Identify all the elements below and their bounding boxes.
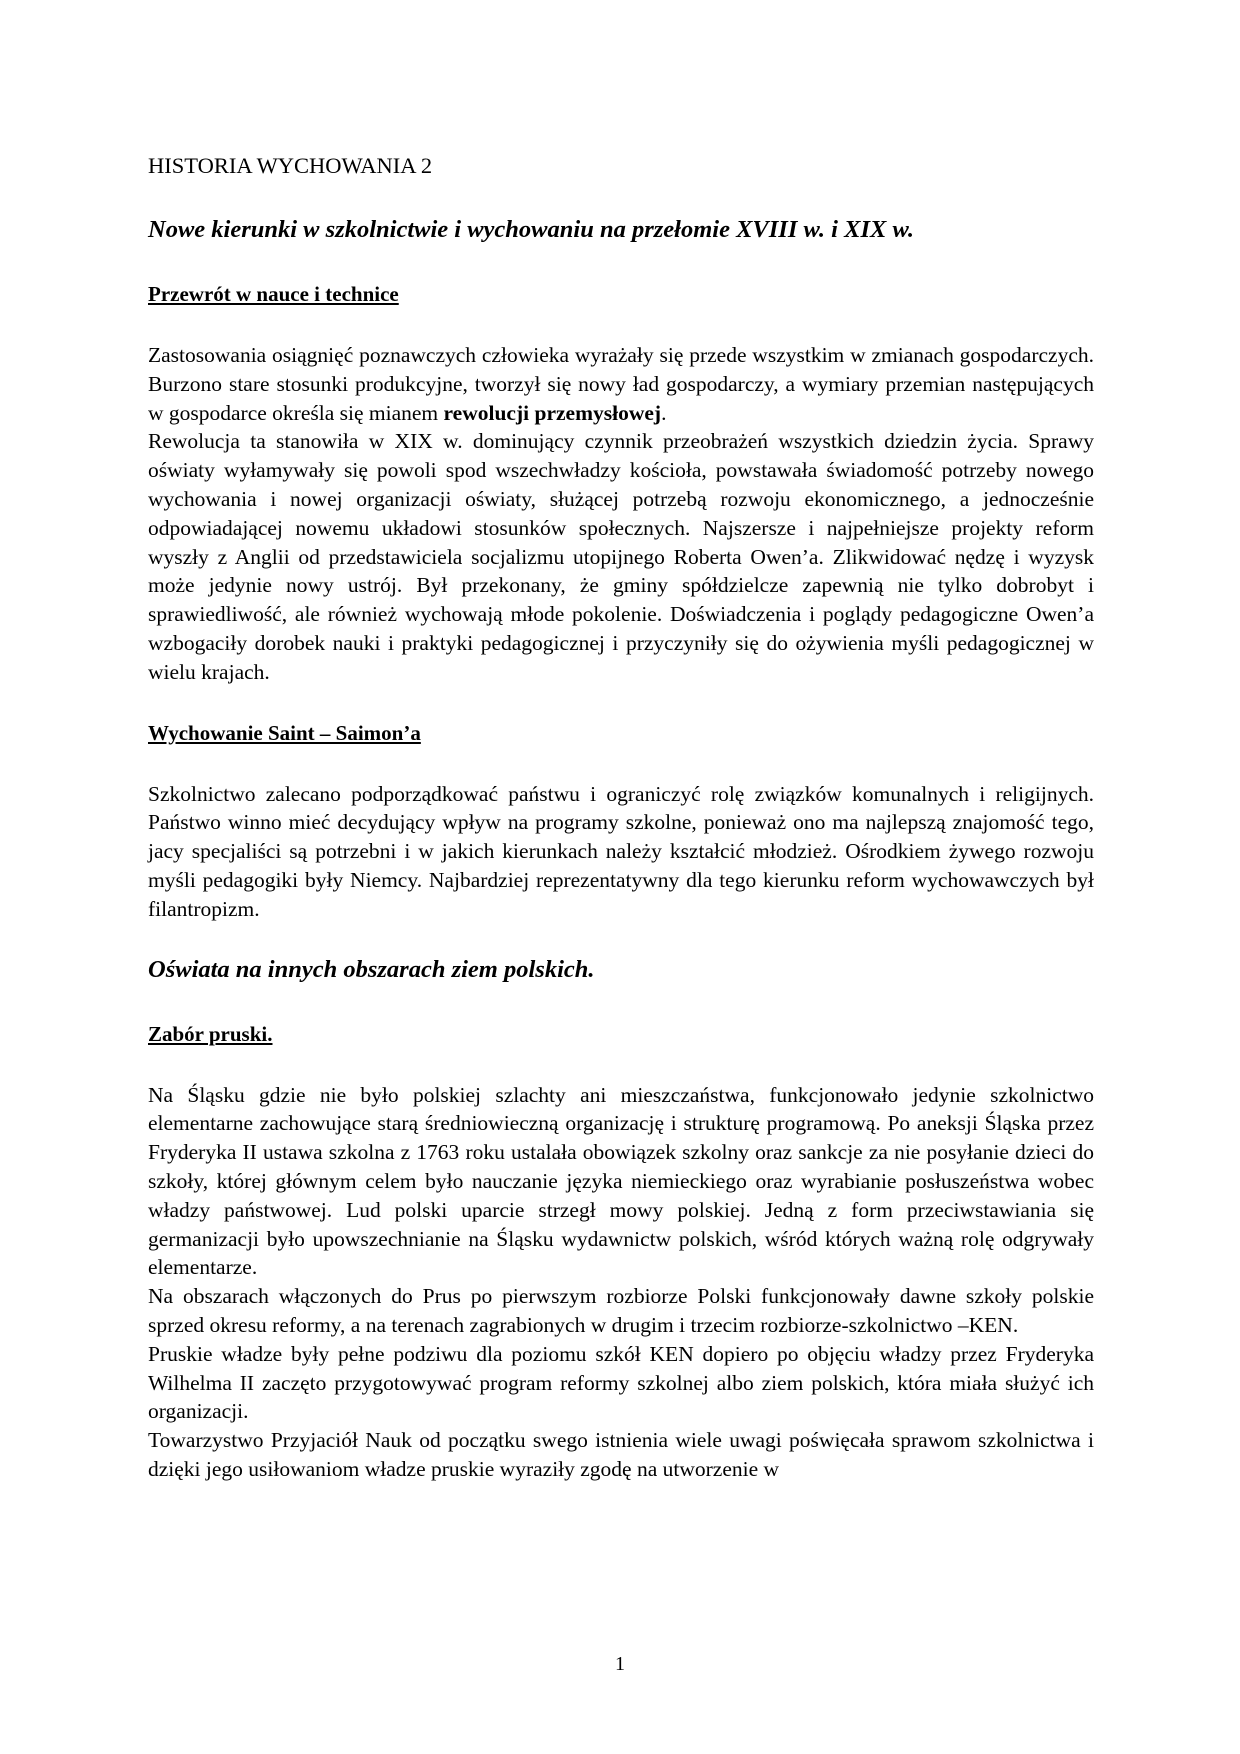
document-body	[148, 148, 1094, 1484]
section-heading-oswiata: Oświata na innych obszarach ziem polskich.	[148, 955, 595, 983]
section-heading-saint-saimon: Wychowanie Saint – Saimon’a	[148, 720, 421, 745]
document-subtitle: Nowe kierunki w szkolnictwie i wychowaniu na przełomie XVIII w. i XIX w.	[148, 216, 914, 243]
section-heading-przewrot: Przewrót w nauce i technice	[148, 282, 399, 306]
bold-term: rewolucji przemysłowej	[443, 400, 662, 425]
paragraph-end: .	[661, 400, 667, 425]
page-number: 1	[615, 1653, 625, 1675]
paragraph: Na Śląsku gdzie nie było polskiej szlachty ani mieszczaństwa, funkcjonowało jedynie szkolnictwo elementarne zachowujące starą średniowieczną organizację i strukturę programową. Po aneksji Śląska przez Fryderyka II ustawa szkolna z 1763 roku ustalała obowiązek szkolny oraz sankcje za nie posyłanie dzieci do szkoły, której głównym celem było nauczanie języka niemieckiego oraz wyrabianie posłuszeństwa wobec władzy państwowej. Lud polski uparcie strzegł mowy polskiej. Jedną z form przeciwstawiania się germanizacji było upowszechnianie na Śląsku wydawnictw polskich, wśród których ważną rolę odgrywały elementarze.	[148, 1082, 1094, 1280]
paragraph-text: Zastosowania osiągnięć poznawczych człowieka wyrażały się przede wszystkim w zmianach gospodarczych. Burzono stare stosunki produkcyjne, tworzył się nowy ład gospodarczy, a wymiary przemian następujących w gospodarce określa się mianem	[148, 343, 1094, 425]
paragraph: Na obszarach włączonych do Prus po pierwszym rozbiorze Polski funkcjonowały dawne szkoły polskie sprzed okresu reformy, a na terenach zagrabionych w drugim i trzecim rozbiorze-szkolnictwo –KEN.	[148, 1284, 1094, 1337]
document-title: HISTORIA WYCHOWANIA 2	[148, 153, 433, 178]
paragraph: Towarzystwo Przyjaciół Nauk od początku swego istnienia wiele uwagi poświęcała sprawom szkolnictwa i dzięki jego usiłowaniom władze pruskie wyraziły zgodę na utworzenie w	[148, 1428, 1094, 1481]
paragraph	[148, 341, 1094, 427]
paragraph: Szkolnictwo zalecano podporządkować państwu i ograniczyć rolę związków komunalnych i religijnych. Państwo winno mieć decydujący wpływ na programy szkolne, ponieważ ono ma najlepszą znajomość tego, jacy specjaliści są potrzebni i w jakich kierunkach należy kształcić młodzież. Ośrodkiem żywego rozwoju myśli pedagogiki były Niemcy. Najbardziej reprezentatywny dla tego kierunku reform wychowawczych był filantropizm.	[148, 781, 1094, 921]
section-heading-zabor-pruski: Zabór pruski.	[148, 1021, 273, 1046]
paragraph: Pruskie władze były pełne podziwu dla poziomu szkół KEN dopiero po objęciu władzy przez Fryderyka Wilhelma II zaczęto przygotowywać program reformy szkolnej albo ziem polskich, która miała służyć ich organizacji.	[148, 1341, 1094, 1424]
paragraph: Rewolucja ta stanowiła w XIX w. dominujący czynnik przeobrażeń wszystkich dziedzin życia. Sprawy oświaty wyłamywały się powoli spod wszechwładzy kościoła, powstawała świadomość potrzeby nowego wychowania i nowej organizacji oświaty, służącej potrzebą rozwoju ekonomicznego, a jednocześnie odpowiadającej nowemu układowi stosunków społecznych. Najszersze i najpełniejsze projekty reform wyszły z Anglii od przedstawiciela socjalizmu utopijnego Roberta Owen’a. Zlikwidować nędzę i wyzysk może jedynie nowy ustrój. Był przekonany, że gminy spółdzielcze zapewnią nie tylko dobrobyt i sprawiedliwość, ale również wychowają młode pokolenie. Doświadczenia i poglądy pedagogiczne Owen’a wzbogaciły dorobek nauki i praktyki pedagogicznej i przyczyniły się do ożywienia myśli pedagogicznej w wielu krajach.	[148, 429, 1094, 684]
